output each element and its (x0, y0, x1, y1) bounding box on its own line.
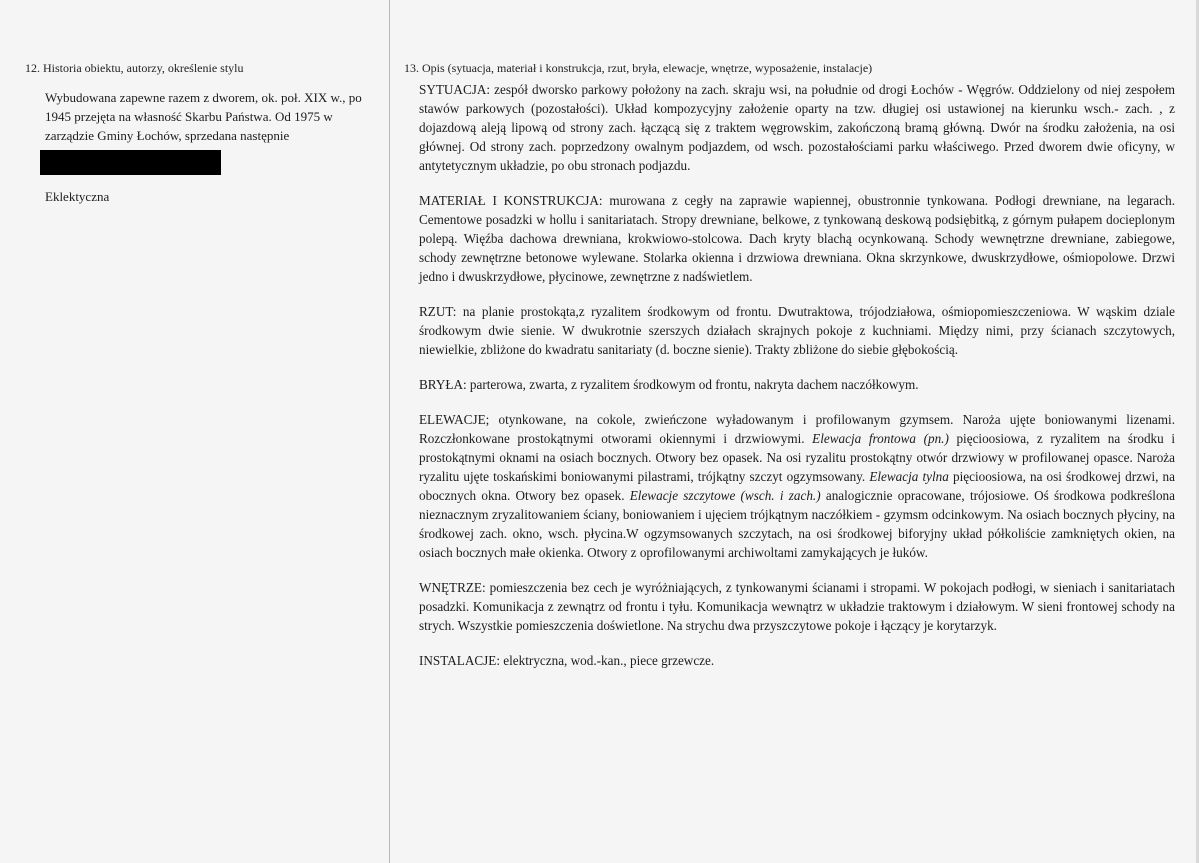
paragraph-instalacje: INSTALACJE: elektryczna, wod.-kan., piece grzewcze. (419, 653, 715, 668)
column-divider (389, 0, 390, 863)
elewacje-italic-2: Elewacja tylna (869, 469, 949, 484)
history-text: Wybudowana zapewne razem z dworem, ok. poł. XIX w., po 1945 przejęta na własność Skarbu Państwa. Od 1975 w zarządzie Gminy Łochów, sprzedana następnie (45, 90, 362, 143)
paragraph-rzut: RZUT: na planie prostokąta,z ryzalitem środkowym od frontu. Dwutraktowa, trójodziałowa, ośmiopomieszczeniowa. W wąskim dziale środkowym dwie sienie. W dwukrotnie szerszych działach skrajnych pokoje z kuchniami. Między nimi, przy ścianach szczytowych, niewielkie, zbliżone do kwadratu sanitariaty (d. boczne sienie). Trakty zbliżone do siebie głębokością. (419, 304, 1175, 357)
paragraph-material: MATERIAŁ I KONSTRUKCJA: murowana z cegły na zaprawie wapiennej, obustronnie tynkowana. Podłogi drewniane, na legarach. Cementowe posadzki w hollu i sanitariatach. Stropy drewniane, belkowe, z tynkowaną deskową podsiębitką, z górnym pułapem docieplonym polepą. Więźba dachowa drewniana, krokwiowo-stolcowa. Dach kryty blachą ocynkowaną. Schody wewnętrzne drewniane, zabiegowe, schody zewnętrzne betonowe wylewane. Stolarka okienna i drzwiowa drewniana. Okna skrzynkowe, dwuskrzydłowe, ośmiopolowe. Drzwi jedno i dwuskrzydłowe, płycinowe, zewnętrzne z nadświetlem. (419, 193, 1175, 284)
elewacje-italic-3: Elewacje szczytowe (wsch. i zach.) (629, 488, 821, 503)
elewacje-text-2: pięcioosiowa, z ryzalitem na środku i prostokątnymi oknami na osiach bocznych. Otwory bez opasek. Na osi ryzalitu prostokątny otwór drzwiowy w profilowanej opasce. Naroża ryzalitu ujęte toskańskimi boniowanymi pilastrami, trójkątny szczyt ogzymsowany. (419, 431, 1175, 484)
elewacje-text-3: pięcioosiowa, na osi środkowej drzwi, na obocznych okna. Otwory bez opasek. (419, 469, 1175, 503)
section-12 (25, 60, 375, 206)
section-12-heading: 12. Historia obiektu, autorzy, określenie stylu (25, 61, 244, 75)
paragraph-bryla: BRYŁA: parterowa, zwarta, z ryzalitem środkowym od frontu, nakryta dachem naczółkowym. (419, 377, 919, 392)
paragraph-wnetrze: WNĘTRZE: pomieszczenia bez cech je wyróżniających, z tynkowanymi ścianami i stropami. W pokojach podłogi, w sieniach i sanitariatach posadzki. Komunikacja z zewnątrz od frontu i tyłu. Komunikacja wewnątrz w układzie traktowym i działowym. W sieni frontowej schody na strych. Wszystkie pomieszczenia doświetlone. Na strychu dwa przyszczytowe pokoje i łączący je korytarzyk. (419, 580, 1175, 633)
section-13-heading: 13. Opis (sytuacja, materiał i konstrukcja, rzut, bryła, elewacje, wnętrze, wyposażenie, instalacje) (404, 61, 873, 75)
style-value: Eklektyczna (45, 189, 110, 204)
section-12-body (45, 88, 375, 206)
paragraph-elewacje (419, 410, 1175, 562)
elewacje-text-1: ELEWACJE; otynkowane, na cokole, zwieńczone wyładowanym i profilowanym gzymsem. Naroża ujęte boniowanymi lizenami. Rozczłonkowane prostokątnymi otworami okiennymi i drzwiowymi. (419, 412, 1175, 446)
section-13-body (419, 80, 1175, 670)
elewacje-italic-1: Elewacja frontowa (pn.) (812, 431, 949, 446)
redaction-bar (40, 150, 221, 175)
elewacje-text-4: analogicznie opracowane, trójosiowe. Oś środkowa podkreślona nieznacznym zryzalitowaniem ściany, boniowaniem i ujęciem trójkątnym naczółkiem - gzymsm odcinkowym. Na osiach bocznych płyciny, na środkowej zach. okno, wsch. płycina.W ogzymsowanych szczytach, na osi środkowej biforyjny układ półkoliście zamkniętych okien, na osiach bocznych małe okienka. Otwory z oprofilowanymi archiwoltami zamykających je łuków. (419, 488, 1176, 560)
paragraph-sytuacja: SYTUACJA: zespół dworsko parkowy położony na zach. skraju wsi, na południe od drogi Łochów - Węgrów. Oddzielony od niej zespołem stawów parkowych (pozostałości). Układ kompozycyjny założenie oparty na tzw. długiej osi ustawionej na kierunku wsch.- zach. , z dojazdową aleją lipową od strony zach. łączącą się z traktem węgrowskim, zakończoną bramą główną. Dwór na środku założenia, na osi głównej. Od strony zach. poprzedzony owalnym podjazdem, od wsch. pozostałościami parku właściwego. Przed dworem dwie oficyny, w antytetycznym układzie, po obu stronach podjazdu. (419, 82, 1175, 173)
section-13 (404, 60, 1179, 686)
